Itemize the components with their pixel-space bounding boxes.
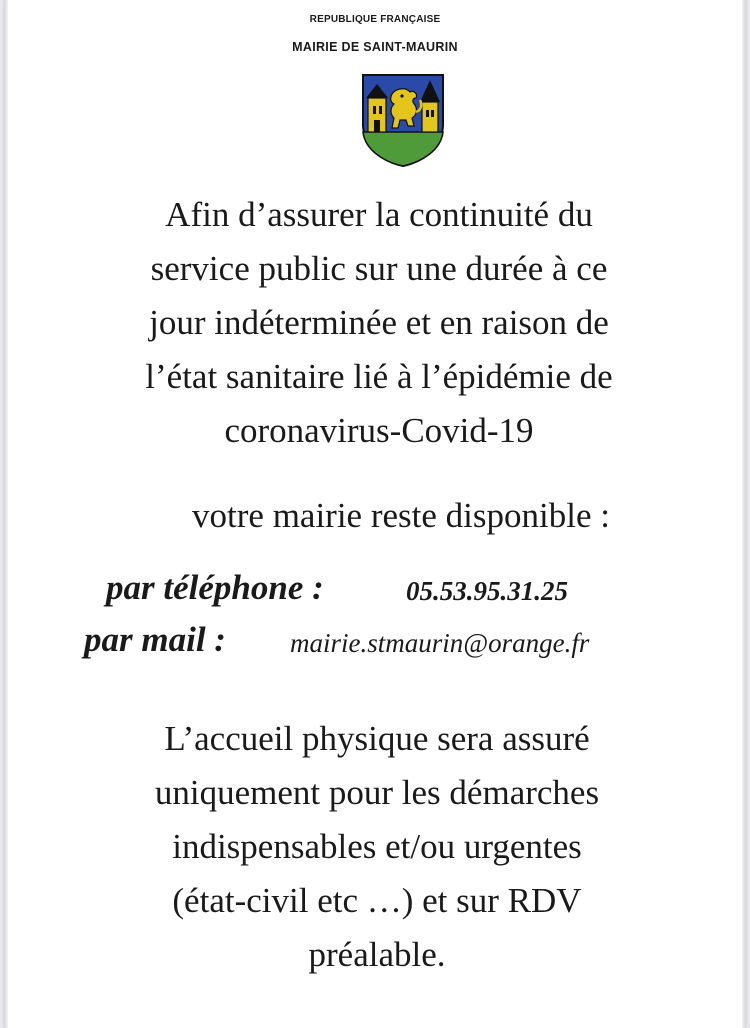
intro-line: coronavirus-Covid-19	[224, 411, 534, 450]
reception-paragraph	[4, 712, 746, 982]
reception-line: (état-civil etc …) et sur RDV	[172, 881, 582, 920]
availability-line: votre mairie reste disponible :	[192, 496, 610, 535]
reception-line: uniquement pour les démarches	[154, 773, 600, 812]
coat-of-arms-icon	[360, 72, 446, 168]
intro-line: l’état sanitaire lié à l’épidémie de	[145, 357, 613, 396]
mail-label: par mail :	[84, 620, 226, 659]
notice-sheet	[4, 0, 746, 1028]
intro-line: Afin d’assurer la continuité du	[165, 195, 593, 234]
intro-line: jour indéterminée et en raison de	[149, 303, 609, 342]
reception-line: indispensables et/ou urgentes	[172, 827, 582, 866]
phone-number: 05.53.95.31.25	[406, 576, 568, 606]
republique-heading: REPUBLIQUE FRANÇAISE	[309, 14, 441, 25]
mairie-heading: MAIRIE DE SAINT-MAURIN	[292, 40, 458, 54]
phone-label: par téléphone :	[106, 568, 324, 607]
intro-paragraph	[4, 188, 746, 458]
reception-line: L’accueil physique sera assuré	[164, 719, 590, 758]
mail-address: mairie.stmaurin@orange.fr	[290, 628, 590, 658]
reception-line: préalable.	[308, 935, 446, 974]
intro-line: service public sur une durée à ce	[150, 249, 608, 288]
